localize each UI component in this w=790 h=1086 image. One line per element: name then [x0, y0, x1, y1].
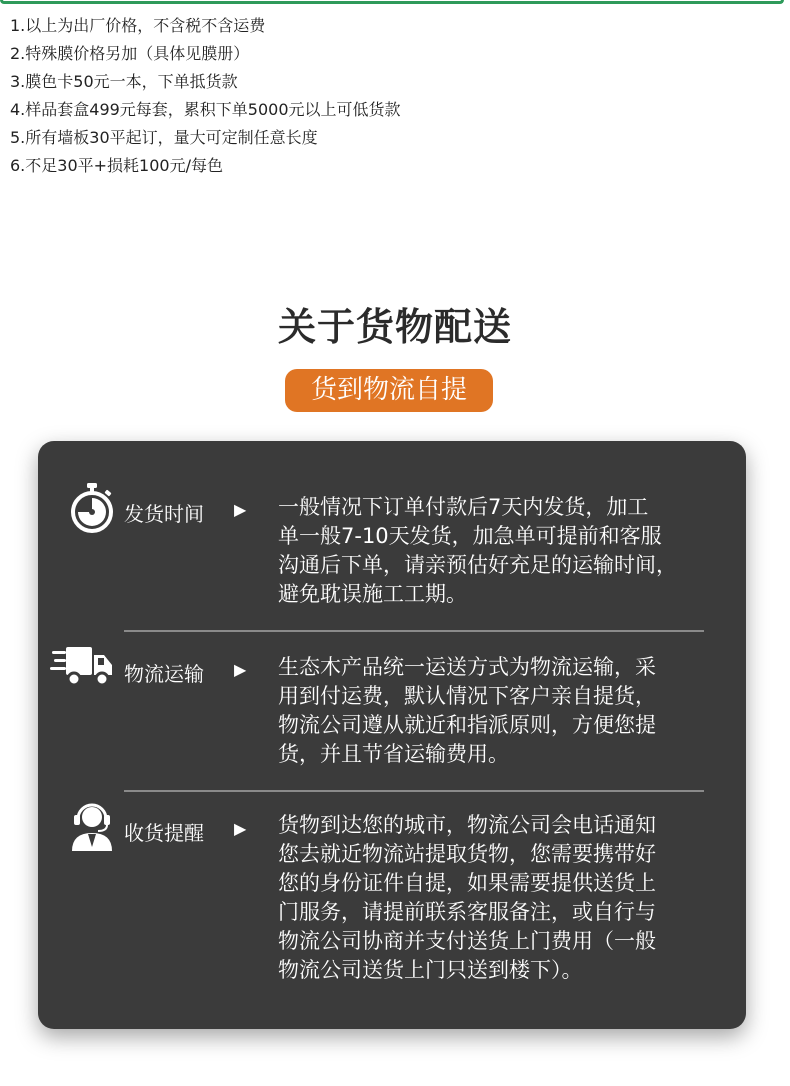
- delivery-item-label: 发货时间: [124, 502, 204, 526]
- description-line: 门服务，请提前联系客服备注，或自行与: [278, 900, 656, 924]
- description-line: 您的身份证件自提，如果需要提供送货上: [278, 871, 656, 895]
- description-line: 避免耽误施工工期。: [278, 582, 467, 606]
- customer-service-icon: [64, 797, 120, 853]
- price-note: 1.以上为出厂价格，不含税不含运费: [10, 16, 266, 35]
- delivery-item-description: [278, 653, 728, 769]
- delivery-item-description: [278, 811, 728, 985]
- pickup-badge: 货到物流自提: [285, 369, 493, 412]
- price-note: 6.不足30平+损耗100元/每色: [10, 156, 223, 175]
- delivery-item-description: [278, 493, 728, 609]
- description-line: 用到付运费，默认情况下客户亲自提货，: [278, 684, 656, 708]
- play-arrow-icon: ▶: [234, 819, 247, 838]
- delivery-truck-icon: [50, 641, 114, 689]
- top-frame-border: [0, 0, 784, 4]
- description-line: 物流公司遵从就近和指派原则，方便您提: [278, 713, 656, 737]
- delivery-info-card: [38, 441, 746, 1029]
- description-line: 物流公司协商并支付送货上门费用（一般: [278, 929, 656, 953]
- description-line: 货物到达您的城市，物流公司会电话通知: [278, 813, 656, 837]
- description-line: 一般情况下订单付款后7天内发货，加工: [278, 495, 649, 519]
- price-note: 2.特殊膜价格另加（具体见膜册）: [10, 44, 250, 63]
- delivery-item-label: 收货提醒: [124, 821, 204, 845]
- play-arrow-icon: ▶: [234, 500, 247, 519]
- price-notes-list: [10, 12, 401, 180]
- divider: [124, 790, 704, 792]
- price-note: 3.膜色卡50元一本，下单抵货款: [10, 72, 238, 91]
- description-line: 您去就近物流站提取货物，您需要携带好: [278, 842, 656, 866]
- price-note: 5.所有墙板30平起订，量大可定制任意长度: [10, 128, 318, 147]
- divider: [124, 630, 704, 632]
- description-line: 沟通后下单，请亲预估好充足的运输时间，: [278, 553, 677, 577]
- delivery-item-label: 物流运输: [124, 662, 204, 686]
- price-note: 4.样品套盒499元每套，累积下单5000元以上可低货款: [10, 100, 401, 119]
- description-line: 单一般7-10天发货，加急单可提前和客服: [278, 524, 662, 548]
- description-line: 生态木产品统一运送方式为物流运输，采: [278, 655, 656, 679]
- play-arrow-icon: ▶: [234, 660, 247, 679]
- description-line: 物流公司送货上门只送到楼下）。: [278, 958, 583, 982]
- stopwatch-icon: [64, 481, 120, 537]
- description-line: 货，并且节省运输费用。: [278, 742, 509, 766]
- section-title: 关于货物配送: [277, 305, 512, 349]
